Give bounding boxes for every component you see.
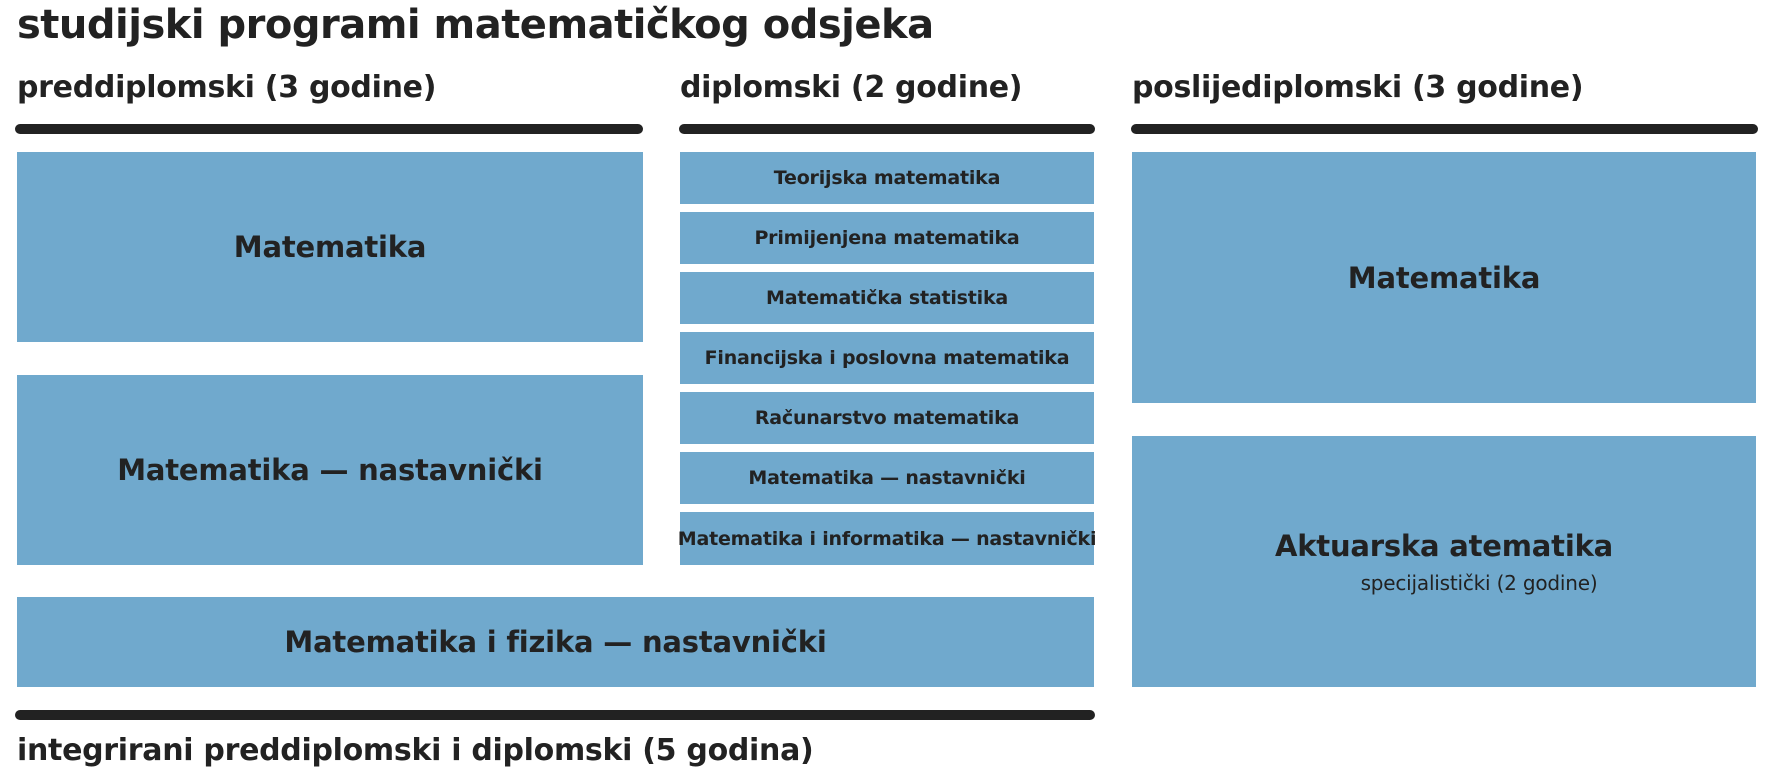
- program-label: Matematika — nastavnički: [117, 453, 543, 487]
- program-label: Matematika: [233, 230, 427, 264]
- program-label: Računarstvo matematika: [754, 407, 1020, 429]
- program-label: Financijska i poslovna matematika: [704, 347, 1070, 369]
- program-label: Teorijska matematika: [773, 167, 1001, 189]
- program-label: Aktuarska atematika: [1274, 528, 1614, 563]
- graduate-program-teaching[interactable]: [680, 452, 1094, 504]
- graduate-program-computing[interactable]: [680, 392, 1094, 444]
- program-sublabel: specijalistički (2 godine): [1360, 570, 1598, 595]
- program-label: Primijenjena matematika: [754, 227, 1020, 249]
- graduate-program-applied[interactable]: [680, 212, 1094, 264]
- integrated-rule: [15, 710, 1095, 720]
- page-title: studijski programi matematičkog odsjeka: [17, 2, 934, 48]
- program-label: Matematika i fizika — nastavnički: [284, 625, 827, 659]
- integrated-program-math-physics-teaching[interactable]: [17, 597, 1094, 687]
- graduate-rule: [679, 124, 1095, 134]
- undergraduate-program-mathematics-teaching[interactable]: [17, 375, 643, 565]
- undergraduate-heading: preddiplomski (3 godine): [17, 70, 437, 105]
- graduate-program-statistics[interactable]: [680, 272, 1094, 324]
- program-label: Matematička statistika: [765, 287, 1008, 309]
- undergraduate-rule: [15, 124, 643, 134]
- graduate-program-informatics-teaching[interactable]: [677, 512, 1097, 565]
- postgraduate-heading: poslijediplomski (3 godine): [1132, 70, 1584, 105]
- integrated-heading: integrirani preddiplomski i diplomski (5 godina): [17, 733, 814, 768]
- program-label: Matematika — nastavnički: [748, 467, 1026, 489]
- postgraduate-program-mathematics[interactable]: [1132, 152, 1756, 403]
- postgraduate-program-actuarial[interactable]: [1132, 436, 1756, 687]
- undergraduate-program-mathematics[interactable]: [17, 152, 643, 342]
- graduate-program-theoretical[interactable]: [680, 152, 1094, 204]
- program-label: Matematika i informatika — nastavnički: [677, 527, 1097, 550]
- program-label: Matematika: [1347, 260, 1541, 295]
- graduate-program-financial[interactable]: [680, 332, 1094, 384]
- postgraduate-rule: [1131, 124, 1758, 134]
- graduate-heading: diplomski (2 godine): [680, 70, 1023, 105]
